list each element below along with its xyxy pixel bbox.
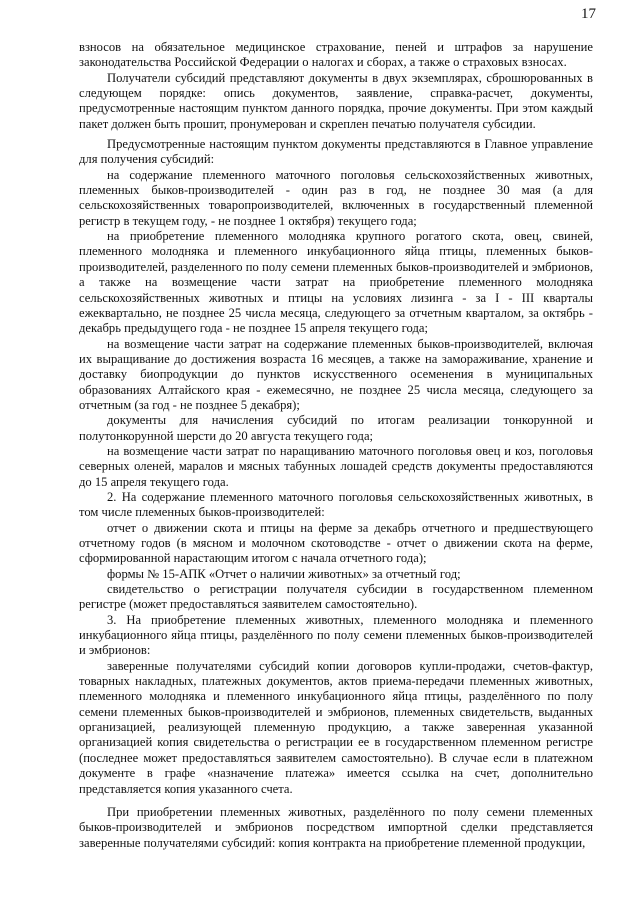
paragraph-form-15: формы № 15-АПК «Отчет о наличии животных» за отчетный год; [107, 566, 461, 581]
paragraph-bulls-maintenance: на возмещение части затрат на содержание племенных быков-производителей, включая их выращивание до достижения возраста 16 месяцев, а также на замораживание, хранение и доставку биопродукции до пунктов искусственного осеменения в муниципальных образованиях Алтайского края - ежемесячно, не позднее 25 числа месяца, следующего за отчетным (за год - не позднее 5 декабря); [79, 336, 593, 412]
paragraph-section-2: 2. На содержание племенного маточного поголовья сельскохозяйственных животных, в том числе племенных быков-производителей: [79, 489, 593, 520]
paragraph-documents-order: Получатели субсидий представляют документы в двух экземплярах, сброшюрованных в следующем порядке: опись документов, заявление, справка-расчет, документы, предусмотренные настоящим пунктом данного порядка, прочие документы. При этом каждый пакет должен быть прошит, пронумерован и скреплен печатью получателя субсидии. [79, 70, 593, 131]
paragraph-movement-report: отчет о движении скота и птицы на ферме за декабрь отчетного и предшествующего отчетному годов (в мясном и молочном скотоводстве - отчет о движении скота на ферме, сформированной нарастающим итогом с начала отчетного года); [79, 520, 593, 566]
paragraph-livestock-growth: на возмещение части затрат по наращиванию маточного поголовья овец и коз, поголовья северных оленей, маралов и мясных табунных лошадей средств документы предоставляются до 15 апреля текущего года. [79, 443, 593, 489]
document-body [79, 40, 593, 851]
page-number: 17 [581, 6, 596, 22]
paragraph-continuation: взносов на обязательное медицинское страхование, пеней и штрафов за нарушение законодательства Российской Федерации о налогах и сборах, а также о страховых взносах. [79, 40, 593, 70]
paragraph-wool: документы для начисления субсидий по итогам реализации тонкорунной и полутонкорунной шерсти до 20 августа текущего года; [79, 413, 593, 443]
paragraph-section-3: 3. На приобретение племенных животных, племенного молодняка и племенного инкубационного яйца птицы, разделённого по полу семени племенных быков-производителей и эмбрионов: [79, 612, 593, 658]
paragraph-import-deal: При приобретении племенных животных, разделённого по полу семени племенных быков-производителей и эмбрионов посредством импортной сделки представляется заверенные получателями субсидий: копия контракта на приобретение племенной продукции, [79, 804, 593, 850]
paragraph-documents-submission: Предусмотренные настоящим пунктом документы представляются в Главное управление для получения субсидий: [79, 137, 593, 167]
paragraph-young-stock: на приобретение племенного молодняка крупного рогатого скота, овец, свиней, племенного молодняка и племенного инкубационного яйца птицы, племенных быков-производителей, разделенного по полу семени племенных быков-производителей и эмбрионов, а также на возмещение части затрат на приобретение племенного молодняка сельскохозяйственных животных и птицы на условиях лизинга - за I - III кварталы ежеквартально, не позднее 25 числа месяца, следующего за отчетным кварталом, за октябрь - декабрь предыдущего года - не позднее 15 апреля текущего года; [79, 229, 593, 336]
paragraph-certified-copies: заверенные получателями субсидий копии договоров купли-продажи, счетов-фактур, товарных накладных, платежных документов, актов приема-передачи племенных животных, племенного молодняка и племенного инкубационного яйца птицы, разделённого по полу семени племенных быков-производителей и эмбрионов, племенных свидетельств, выданных организацией, реализующей племенную продукцию, а также заверенная указанной организацией копия свидетельства о регистрации ее в государственном племенном регистре (последнее может предоставляться заявителем самостоятельно). В случае если в платежном документе в графе «назначение платежа» имеется ссылка на счет, дополнительно представляется копия указанного счета. [79, 658, 593, 796]
paragraph-breeding-stock: на содержание племенного маточного поголовья сельскохозяйственных животных, племенных быков-производителей - один раз в год, не позднее 30 мая (а для сельскохозяйственных товаропроизводителей, включенных в государственный племенной регистр в текущем году, - не позднее 1 октября) текущего года; [79, 167, 593, 228]
paragraph-registration-certificate: свидетельство о регистрации получателя субсидии в государственном племенном регистре (может предоставляться заявителем самостоятельно). [79, 582, 593, 612]
